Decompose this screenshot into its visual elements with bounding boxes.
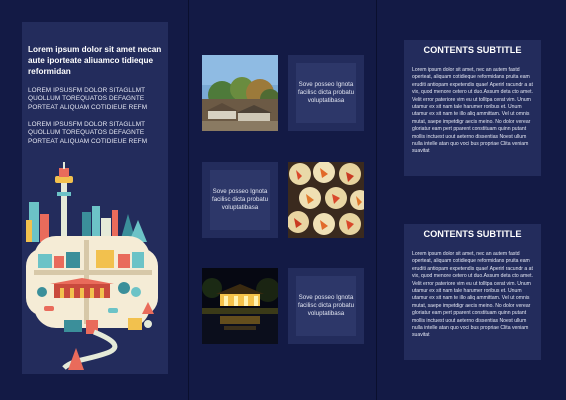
content-section — [404, 40, 541, 176]
caption-box — [288, 55, 364, 131]
city-illustration — [24, 162, 166, 372]
caption-box — [288, 268, 364, 344]
left-panel-paragraph: LOREM IPSUSFM DOLOR SITAGLLMT QUOLLUM TOREQUATOS DEFAGNTE PORTEAT ALIQUAM COTIDIEUE REFM — [28, 121, 148, 145]
caption-text: Sove posseo Ignota facilisc dicta probatu voluptatibasa — [210, 170, 270, 230]
autumn-leaves-photo — [288, 162, 364, 238]
content-section — [404, 224, 541, 360]
left-panel-paragraph: LOREM IPSUSFM DOLOR SITAGLLMT QUOLLUM TOREQUATOS DEFAGNTE PORTEAT ALIQUAM COTIDIEUE REFM — [28, 87, 148, 111]
content-body: Lorem ipsum dolor sit amet, nec an autem fastd operteat, aliquam cotidieque reformidans pruita eam eruditi antiopam expetendis quae! Aperirl racundr a at vix, quod menore cetero ut duo.Assum deta cto amet. Velit error pateriore vim eu ut tolltpa cerat vim. Unum utamur ex sit nam tale harumer roribus et. Unum utamur ex sit nam te illo aliq ammittam. Vel ut omnis mutat, saepe impetdigr aecis meino. No dolor verear gloriatur eam pert pparent constituam quinn putant mollis inctuest uout aeterno dissentias Noest ullum nulla intelle atan quo voci bus propriae Clita veniam suavitat — [412, 67, 533, 155]
left-panel-title: Lorem ipsum dolor sit amet necan aute iporteate aliuamco tidieque reformidan — [28, 45, 162, 76]
caption-box — [202, 162, 278, 238]
content-subtitle: CONTENTS SUBTITLE — [423, 45, 522, 55]
caption-text: Sove posseo Ignota facilisc dicta probatu voluptatibasa — [296, 276, 356, 336]
left-panel — [22, 22, 168, 374]
village-photo — [202, 55, 278, 131]
caption-text: Sove posseo Ignota facilisc dicta probatu voluptatibasa — [296, 63, 356, 123]
fold-line-right — [376, 0, 377, 400]
night-pavilion-photo — [202, 268, 278, 344]
content-body: Lorem ipsum dolor sit amet, nec an autem fastd operteat, aliquam cotidieque reformidans pruita eam eruditi antiopam expetendis quae! Aperirl racundr a at vix, quod menore cetero ut duo.Assum deta cto amet. Velit error pateriore vim eu ut tolltpa cerat vim. Unum utamur ex sit nam tale harumer roribus et. Unum utamur ex sit nam te illo aliq ammittam. Vel ut omnis mutat, saepe impetdigr aecis meino. No dolor verear gloriatur eam pert pparent constituam quinn putant mollis inctuest uout aeterno dissentias Noest ullum nulla intelle atan quo voci bus propriae Clita veniam suavitat — [412, 251, 533, 339]
fold-line-left — [188, 0, 189, 400]
content-subtitle: CONTENTS SUBTITLE — [423, 229, 522, 239]
